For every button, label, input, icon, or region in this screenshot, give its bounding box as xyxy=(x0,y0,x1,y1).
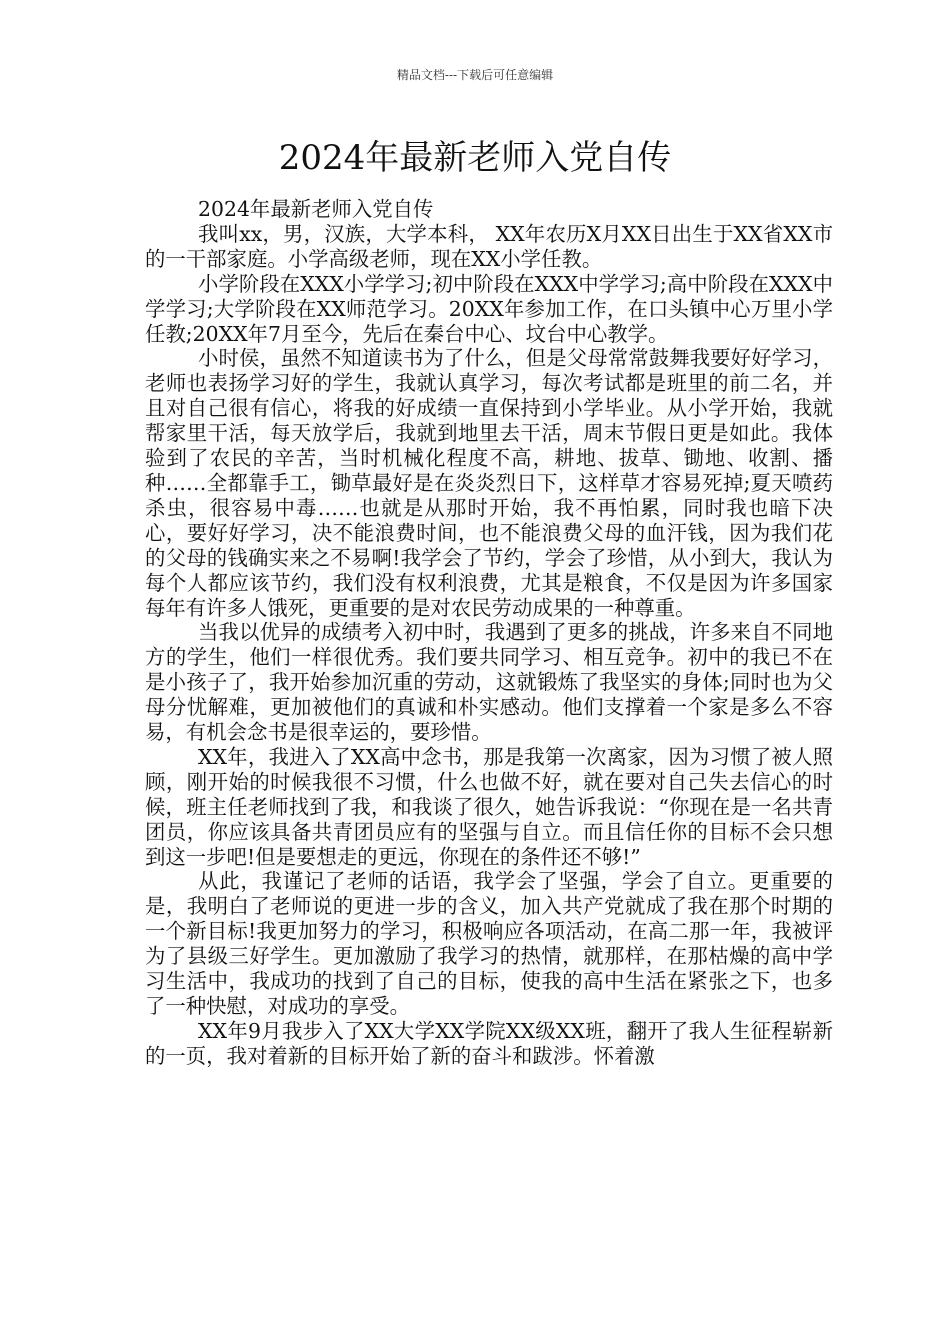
body-paragraph: XX年，我进入了XX高中念书，那是我第一次离家，因为习惯了被人照顾，刚开始的时候我很不习惯，什么也做不好，就在要对自己失去信心的时候，班主任老师找到了我，和我谈了很久，她告诉我说：“你现在是一名共青团员，你应该具备共青团员应有的坚强与自立。而且信任你的目标不会只想到这一步吧!但是要想走的更远，你现在的条件还不够!” xyxy=(145,744,833,869)
body-paragraph: 当我以优异的成绩考入初中时，我遇到了更多的挑战，许多来自不同地方的学生，他们一样很优秀。我们要共同学习、相互竞争。初中的我已不在是小孩子了，我开始参加沉重的劳动，这就锻炼了我坚实的身体;同时也为父母分忧解难，更加被他们的真诚和朴实感动。他们支撑着一个家是多么不容易，有机会念书是很幸运的，要珍惜。 xyxy=(145,620,833,745)
body-paragraph: 我叫xx，男，汉族，大学本科， XX年农历X月XX日出生于XX省XX市的一干部家庭。小学高级老师，现在XX小学任教。 xyxy=(145,221,833,271)
body-paragraph: 小时侯，虽然不知道读书为了什么，但是父母常常鼓舞我要好好学习，老师也表扬学习好的学生，我就认真学习，每次考试都是班里的前二名，并且对自己很有信心，将我的好成绩一直保持到小学毕业。从小学开始，我就帮家里干活，每天放学后，我就到地里去干活，周末节假日更是如此。我体验到了农民的辛苦，当时机械化程度不高，耕地、拔草、锄地、收割、播种……全都靠手工，锄草最好是在炎炎烈日下，这样草才容易死掉;夏天喷药杀虫，很容易中毒……也就是从那时开始，我不再怕累，同时我也暗下决心，要好好学习，决不能浪费时间，也不能浪费父母的血汗钱，因为我们花的父母的钱确实来之不易啊!我学会了节约，学会了珍惜，从小到大，我认为每个人都应该节约，我们没有权利浪费，尤其是粮食，不仅是因为许多国家每年有许多人饿死，更重要的是对农民劳动成果的一种尊重。 xyxy=(145,346,833,620)
subtitle-paragraph: 2024年最新老师入党自传 xyxy=(198,197,434,221)
document-title: 2024年最新老师入党自传 xyxy=(278,138,672,178)
body-paragraph: 从此，我谨记了老师的话语，我学会了坚强，学会了自立。更重要的是，我明白了老师说的更进一步的含义，加入共产党就成了我在那个时期的一个新目标!我更加努力的学习，积极响应各项活动，在高二那一年，我被评为了县级三好学生。更加激励了我学习的热情，就那样，在那枯燥的高中学习生活中，我成功的找到了自己的目标，使我的高中生活在紧张之下，也多了一种快慰，对成功的享受。 xyxy=(145,869,833,1018)
document-body xyxy=(145,197,833,1069)
body-paragraph: XX年9月我步入了XX大学XX学院XX级XX班，翻开了我人生征程崭新的一页，我对着新的目标开始了新的奋斗和跋涉。怀着激 xyxy=(145,1018,833,1068)
body-paragraph: 小学阶段在XXX小学学习;初中阶段在XXX中学学习;高中阶段在XXX中学学习;大学阶段在XX师范学习。20XX年参加工作，在口头镇中心万里小学任教;20XX年7月至今，先后在秦台中心、坟台中心教学。 xyxy=(145,271,833,346)
header-note: 精品文档---下载后可任意编辑 xyxy=(396,68,554,82)
